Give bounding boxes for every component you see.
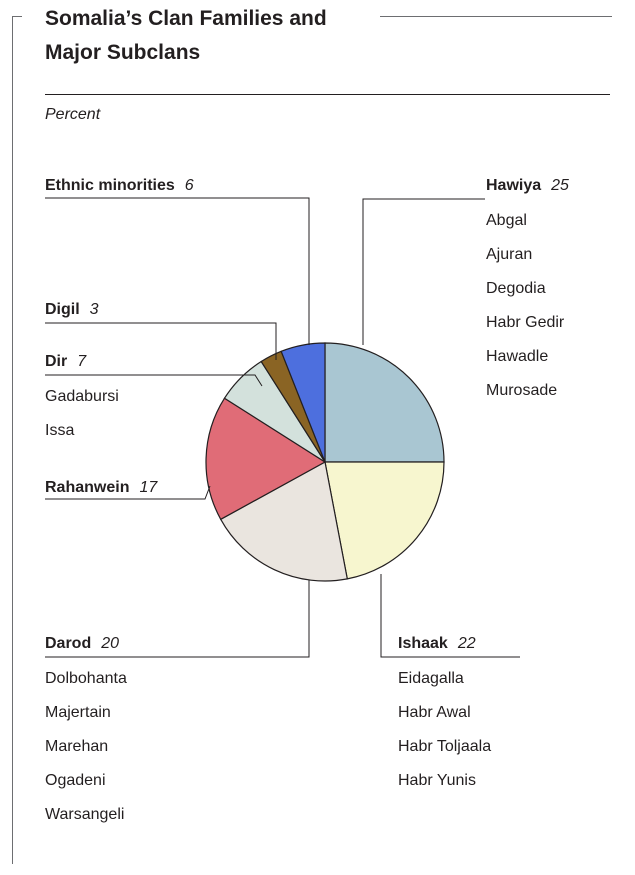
subclan-item: Gadabursi [45,388,119,405]
label-ethnic-minorities [45,176,194,196]
slice-value: 25 [551,177,569,194]
subclan-item: Ajuran [486,246,533,263]
subclans-hawiya [486,204,564,408]
subclan-item: Issa [45,422,75,439]
slice-value: 20 [101,635,120,652]
subclan-item: Hawadle [486,348,549,365]
label-hawiya [486,176,569,196]
label-dir [45,352,86,372]
slice-name: Digil [45,301,80,318]
subclan-item: Ogadeni [45,772,106,789]
subclan-item: Marehan [45,738,109,755]
leader-line-hawiya [363,199,485,345]
subclan-item: Habr Gedir [486,314,565,331]
slice-name: Rahanwein [45,479,130,496]
slice-value: 3 [89,301,99,318]
slice-name: Ishaak [398,635,448,652]
slice-name: Hawiya [486,177,542,194]
title-line-2: Major Subclans [45,41,201,64]
label-rahanwein [45,478,157,498]
pie-slice-hawiya [325,343,444,462]
subclan-item: Eidagalla [398,670,464,687]
subclan-item: Warsangeli [45,806,125,823]
slice-value: 22 [457,635,476,652]
slice-value: 7 [77,353,87,370]
title-line-1: Somalia’s Clan Families and [45,7,327,30]
label-ishaak [398,634,476,654]
subclan-item: Habr Toljaala [398,738,492,755]
subclans-darod [45,662,127,832]
label-digil [45,300,99,320]
slice-value: 6 [184,177,194,194]
slice-name: Dir [45,353,68,370]
subclans-dir [45,380,119,448]
subclans-ishaak [398,662,491,798]
subclan-item: Dolbohanta [45,670,127,687]
subclan-item: Majertain [45,704,111,721]
slice-value: 17 [139,479,158,496]
subclan-item: Degodia [486,280,546,297]
label-darod [45,634,119,654]
subclan-item: Abgal [486,212,527,229]
slice-name: Darod [45,635,92,652]
subclan-item: Habr Awal [398,704,471,721]
chart-unit-label: Percent [45,106,101,123]
subclan-item: Murosade [486,382,558,399]
subclan-item: Habr Yunis [398,772,476,789]
slice-name: Ethnic minorities [45,177,175,194]
